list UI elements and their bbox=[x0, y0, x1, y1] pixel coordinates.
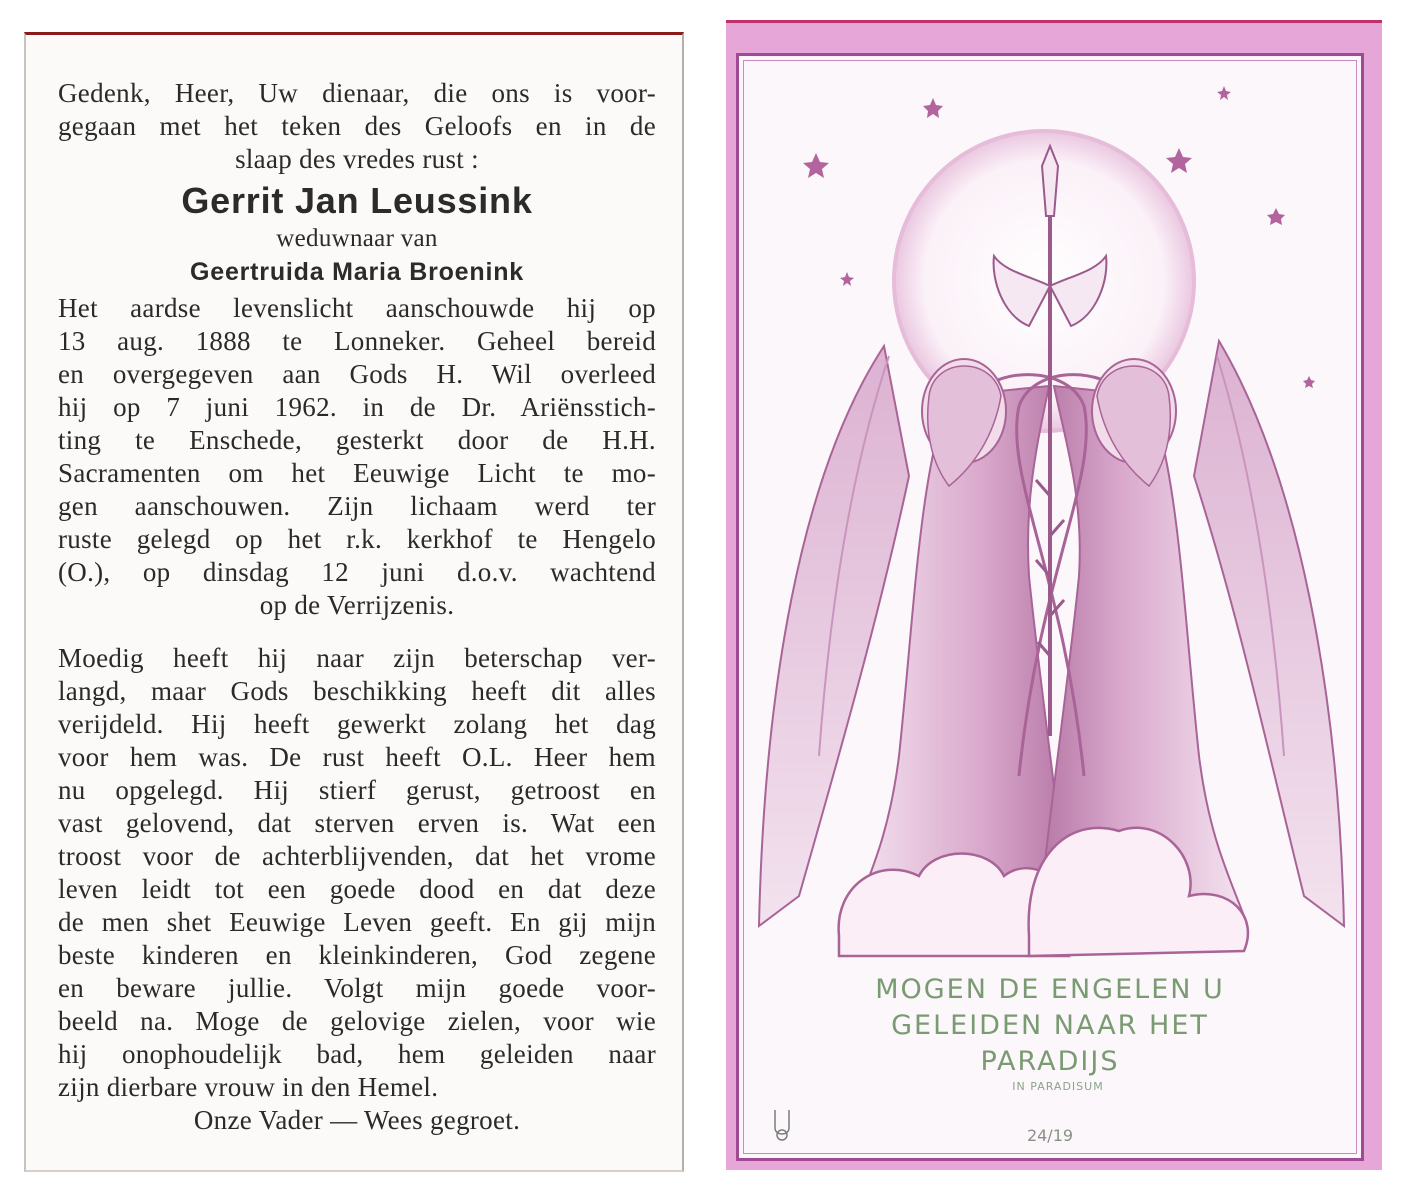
card-number: 24/19 bbox=[1026, 1126, 1074, 1145]
text-line: op de Verrijzenis. bbox=[259, 590, 455, 620]
latin-caption: IN PARADISUM bbox=[1012, 1080, 1104, 1093]
text-line: Het aardse levenslicht aanschouwde hij op bbox=[58, 293, 656, 323]
spouse-name: Geertruida Maria Broenink bbox=[190, 258, 524, 286]
text-line: ruste gelegd op het r.k. kerkhof te Hengelo bbox=[58, 524, 656, 554]
text-line: beeld na. Moge de gelovige zielen, voor wie bbox=[58, 1006, 656, 1036]
left-angel-head bbox=[922, 359, 1006, 463]
clouds bbox=[839, 828, 1248, 956]
prayer-line: Onze Vader — Wees gegroet. bbox=[193, 1105, 521, 1135]
deceased-name: Gerrit Jan Leussink bbox=[181, 180, 533, 221]
text-line: leven leidt tot een goede dood en dat deze bbox=[58, 874, 656, 904]
text-line: zijn dierbare vrouw in den Hemel. bbox=[58, 1072, 439, 1102]
text-line: voor hem was. De rust heeft O.L. Heer hem bbox=[58, 742, 656, 772]
caption-line: MOGEN DE ENGELEN U bbox=[875, 974, 1225, 1005]
text-line: Moedig heeft hij naar zijn beterschap ver- bbox=[58, 643, 656, 673]
right-wing bbox=[1194, 341, 1344, 926]
text-line: Sacramenten om het Eeuwige Licht te mo- bbox=[58, 458, 656, 488]
halo bbox=[894, 131, 1194, 431]
memorial-card-text-side bbox=[24, 32, 684, 1172]
right-angel-head bbox=[1092, 359, 1176, 463]
text-line: beste kinderen en kleinkinderen, God zegene bbox=[58, 940, 656, 970]
stars bbox=[803, 86, 1315, 388]
text-line: vast gelovend, dat sterven erven is. Wat een bbox=[58, 808, 656, 838]
caption-line: GELEIDEN NAAR HET bbox=[891, 1010, 1209, 1041]
text-line: hij op 7 juni 1962. in de Dr. Ariënsstich- bbox=[58, 392, 656, 422]
intro-line: Gedenk, Heer, Uw dienaar, die ons is voor- bbox=[58, 78, 656, 108]
text-line: en beware jullie. Volgt mijn goede voor- bbox=[58, 973, 656, 1003]
right-angel-robe bbox=[1039, 386, 1244, 916]
reflection-paragraph bbox=[58, 642, 656, 1137]
artist-monogram-icon bbox=[771, 1108, 793, 1142]
text-line: ting te Enschede, gesterkt door de H.H. bbox=[58, 425, 656, 455]
text-line: nu opgelegd. Hij stierf gerust, getroost en bbox=[58, 775, 656, 805]
intro-line: slaap des vredes rust : bbox=[235, 144, 479, 174]
text-line: gen aanschouwen. Zijn lichaam werd ter bbox=[58, 491, 656, 521]
lily-icon bbox=[994, 146, 1107, 736]
text-line: (O.), op dinsdag 12 juni d.o.v. wachtend bbox=[58, 557, 656, 587]
text-line: de men shet Eeuwige Leven geeft. En gij mijn bbox=[58, 907, 656, 937]
picture-frame bbox=[736, 53, 1364, 1161]
relation-text: weduwnaar van bbox=[276, 225, 438, 252]
left-angel-robe bbox=[854, 386, 1069, 916]
memorial-card-image-side bbox=[726, 20, 1382, 1170]
text-line: hij onophoudelijk bad, hem geleiden naar bbox=[58, 1039, 656, 1069]
intro-line: gegaan met het teken des Geloofs en in de bbox=[58, 111, 656, 141]
text-line: troost voor de achterblijvenden, dat het vrome bbox=[58, 841, 656, 871]
two-angels-with-lily-illustration bbox=[739, 56, 1361, 1016]
text-line: langd, maar Gods beschikking heeft dit alles bbox=[58, 676, 656, 706]
caption-line: PARADIJS bbox=[980, 1046, 1120, 1077]
text-line: en overgegeven aan Gods H. Wil overleed bbox=[58, 359, 656, 389]
text-line: 13 aug. 1888 te Lonneker. Geheel bereid bbox=[58, 326, 656, 356]
left-wing bbox=[759, 346, 909, 926]
card-text bbox=[58, 77, 656, 1137]
text-line: verijdeld. Hij heeft gewerkt zolang het dag bbox=[58, 709, 656, 739]
biography-paragraph bbox=[58, 292, 656, 622]
